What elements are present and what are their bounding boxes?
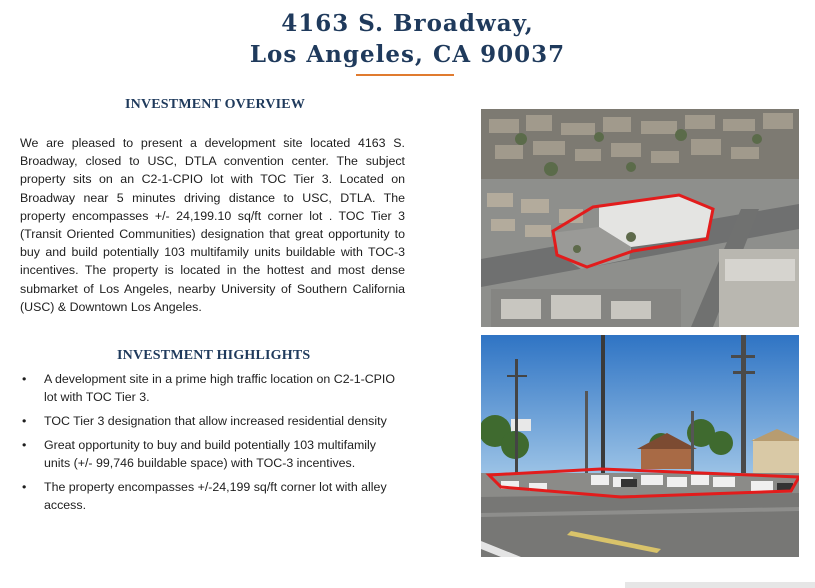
list-item [20,412,405,430]
aerial-photo-icon [481,109,799,327]
highlights-heading: INVESTMENT HIGHLIGHTS [117,348,311,363]
highlight-text: Great opportunity to buy and build potentially 103 multifamily units (+/- 99,746 buildable space) with TOC-3 incentives. [44,438,376,470]
bullet-icon: • [22,480,27,494]
bullet-icon: • [22,438,27,452]
page-title [0,8,815,70]
overview-body: We are pleased to present a development site located 4163 S. Broadway, closed to USC, DTLA convention center. The subject property sits on an C2-1-CPIO lot with TOC Tier 3. Located on Broadway near 5 minutes driving distance to USC, DTLA. The property encompasses +/- 24,199.10 sq/ft corner lot . TOC Tier 3 (Transit Oriented Communities) designation that great opportunity to buy and build potentially 103 multifamily units buildable with TOC-3 incentives. The property is located in the hottest and most dense submarket of Los Angeles, nearby University of Southern California (USC) & Downtown Los Angeles. [20,136,405,314]
aerial-photo [481,109,799,327]
bullet-icon: • [22,414,27,428]
highlight-text: The property encompasses +/-24,199 sq/ft corner lot with alley access. [44,480,387,512]
highlight-text: TOC Tier 3 designation that allow increased residential density [44,414,387,428]
street-photo-icon [481,335,799,557]
list-item [20,370,405,406]
street-photo [481,335,799,557]
footer-bar [625,582,815,588]
highlights-list [20,370,405,520]
overview-heading: INVESTMENT OVERVIEW [125,97,306,112]
bullet-icon: • [22,372,27,386]
title-accent-rule [356,74,454,76]
highlight-text: A development site in a prime high traffic location on C2-1-CPIO lot with TOC Tier 3. [44,372,396,404]
list-item [20,436,405,472]
title-line-2: Los Angeles, CA 90037 [249,41,566,68]
list-item [20,478,405,514]
title-line-1: 4163 S. Broadway, [281,10,534,37]
